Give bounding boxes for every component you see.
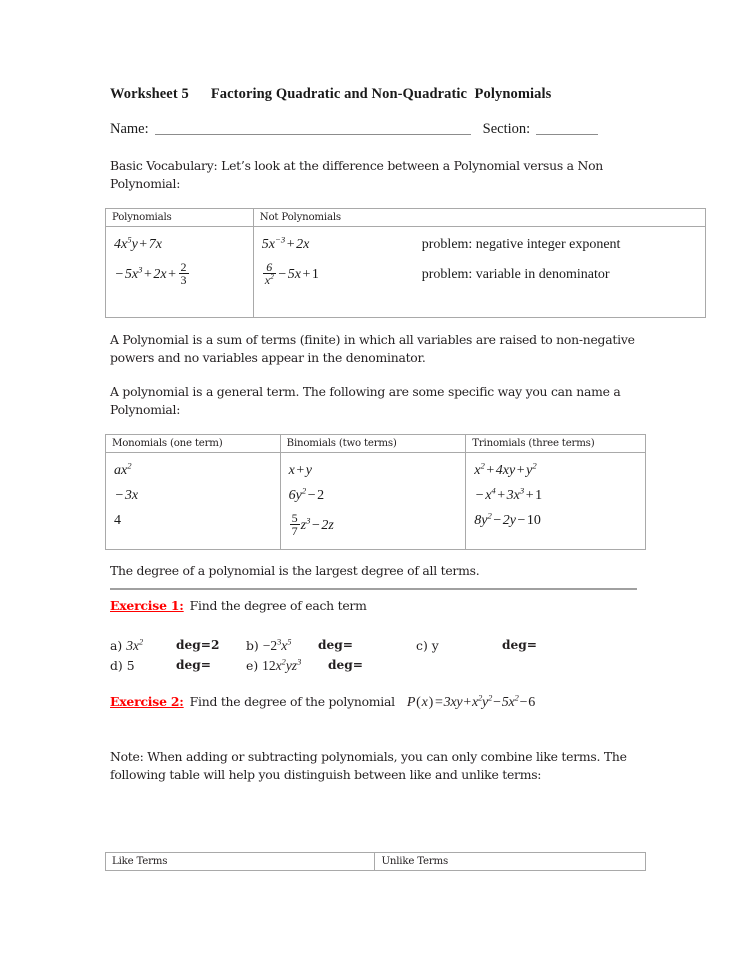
table-row — [106, 435, 646, 453]
table-header-binomials: Binomials (two terms) — [280, 435, 466, 453]
table-row — [106, 853, 646, 871]
table-polynomials-vs-not — [105, 208, 706, 318]
name-label: Name: — [110, 121, 149, 137]
table-header-not-polynomials: Not Polynomials — [253, 209, 705, 227]
paragraph-vocabulary: Basic Vocabulary: Let’s look at the difference between a Polynomial versus a Non Polynomial: — [110, 158, 604, 191]
table-like-unlike-terms — [105, 852, 646, 871]
paragraph-degree-definition: The degree of a polynomial is the largest degree of all terms. — [110, 563, 480, 578]
table-polynomial-types — [105, 434, 646, 550]
math-expression: $5x^{-3} + 2x$ — [261, 234, 310, 252]
table-header-monomials: Monomials (one term) — [106, 435, 281, 453]
math-expression: − $x^4 + 3x^3 + 1$ — [475, 485, 543, 503]
math-expression: − 3x — [115, 488, 139, 503]
deg-field-b[interactable]: deg= — [318, 638, 354, 652]
cell-not-polynomial-examples — [253, 227, 705, 318]
table-header-like-terms: Like Terms — [106, 853, 375, 871]
table-row — [106, 209, 706, 227]
table-header-trinomials: Trinomials (three terms) — [466, 435, 646, 453]
table-row — [106, 453, 646, 550]
math-row — [262, 262, 705, 288]
math-expression: x + y — [288, 463, 313, 478]
math-row — [261, 234, 705, 253]
item-e: e) $12x^2yz^3$ — [246, 657, 302, 673]
exercise-2-prompt: Find the degree of the polynomial — [189, 694, 395, 709]
page-title — [110, 86, 551, 103]
problem-note: problem: variable in denominator — [421, 267, 610, 282]
math-expression: $x^2 + 4xy + y^2$ — [474, 460, 537, 478]
exercise-2-heading: Exercise 2: — [110, 694, 184, 709]
math-expression: $8y^2 - 2y - 10$ — [474, 510, 541, 528]
cell-binomial-examples — [280, 453, 466, 550]
deg-field-c[interactable]: deg= — [502, 638, 538, 652]
item-a: a) $3x^2$ — [110, 637, 144, 653]
math-expression: $4x^5y + 7x$ — [114, 234, 162, 252]
section-label: Section: — [482, 121, 531, 137]
title-prefix: Worksheet 5 — [110, 86, 189, 102]
deg-field-e[interactable]: deg= — [328, 658, 364, 672]
math-expression: $ax^2$ — [114, 460, 132, 478]
paragraph-note: Note: When adding or subtracting polynomials, you can only combine like terms. The following table will help you distinguish between like and unlike terms: — [110, 749, 627, 782]
cell-trinomial-examples — [466, 453, 646, 550]
exercise-1-heading: Exercise 1: — [110, 598, 184, 613]
table-header-unlike-terms: Unlike Terms — [375, 853, 646, 871]
paragraph-definition: A Polynomial is a sum of terms (finite) in which all variables are raised to non-negative powers and no variables appear in the denominator. — [110, 332, 635, 365]
exercise-2-polynomial: $P(x) =3xy+x^2y^2-5x^2-6$ — [406, 692, 535, 710]
math-expression: $6y^2 - 2$ — [288, 485, 325, 503]
section-input-blank[interactable] — [536, 122, 598, 135]
table-row — [106, 227, 706, 318]
exercise-1-heading-line — [110, 598, 367, 613]
paragraph-general-term: A polynomial is a general term. The following are some specific way you can name a Polynomial: — [110, 384, 621, 417]
exercise-2-heading-line — [110, 694, 535, 711]
math-expression: − $5x^3 + 2x$ + $\frac{2}{3}$ — [115, 260, 187, 287]
item-c: c) y — [416, 638, 439, 653]
deg-field-a[interactable]: deg=2 — [176, 638, 220, 652]
deg-field-d[interactable]: deg= — [176, 658, 212, 672]
exercise-1-prompt: Find the degree of each term — [189, 598, 367, 613]
table-header-polynomials: Polynomials — [106, 209, 254, 227]
name-input-blank[interactable] — [155, 122, 471, 135]
item-d: d) 5 — [110, 658, 135, 673]
name-section-line — [110, 121, 598, 138]
item-b: $b) -2^3x^5$ — [246, 637, 292, 653]
cell-monomial-examples — [106, 453, 281, 550]
cell-polynomial-examples — [106, 227, 254, 318]
math-expression: 4 — [114, 513, 121, 528]
title-main: Factoring Quadratic and Non-Quadratic Polynomials — [210, 86, 552, 102]
problem-note: problem: negative integer exponent — [421, 237, 621, 252]
math-expression: $\frac{5}{7}$ $z^3 - 2z$ — [291, 511, 334, 538]
section-divider — [110, 588, 637, 590]
math-expression: $\frac{6}{x^2}$ − 5x + 1 — [264, 260, 319, 287]
